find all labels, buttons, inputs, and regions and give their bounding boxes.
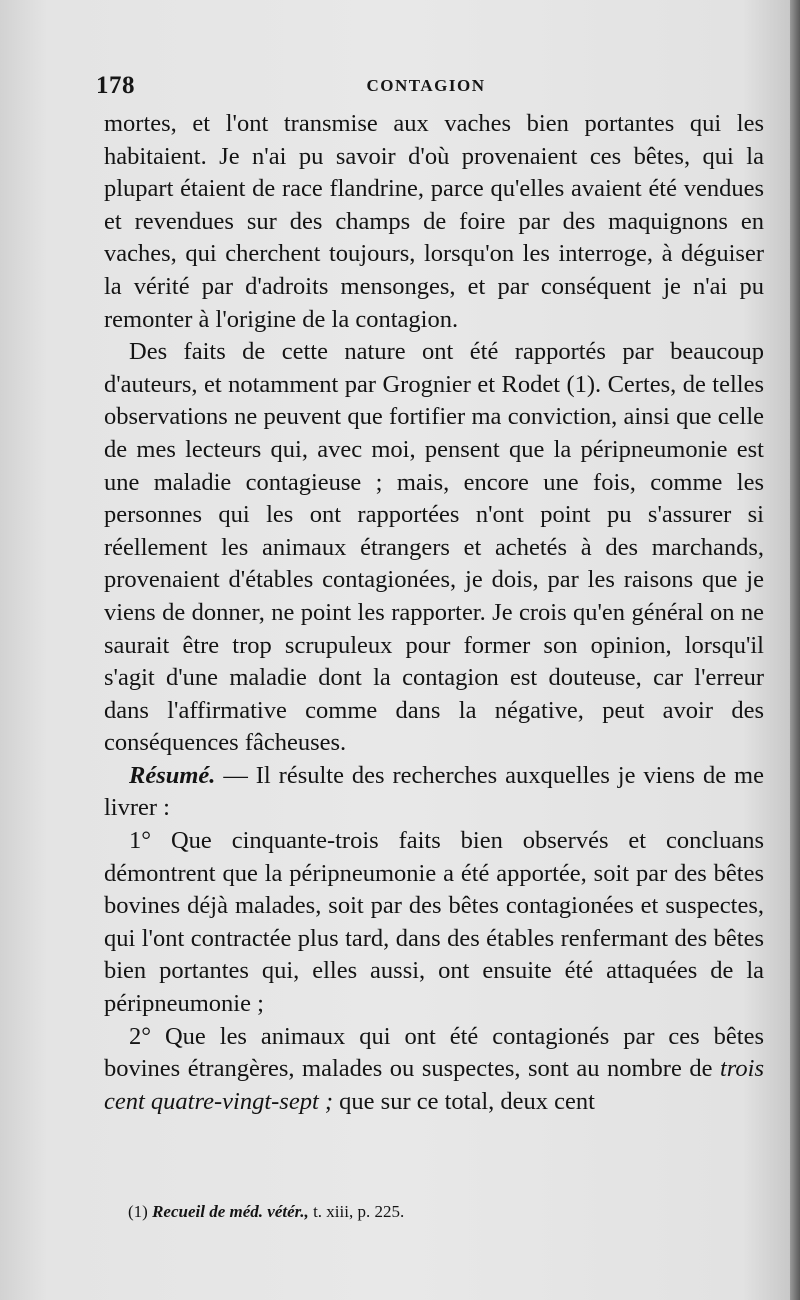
paragraph-contagion-facts: Des faits de cette nature ont été rapportés par beaucoup d'auteurs, et notamment par Grognier et Rodet (1). Certes, de telles observations ne peuvent que fortifier ma conviction, ainsi que celle de mes lecteurs qui, avec moi, pensent que la péripneumonie est une maladie contagieuse ; mais, encore une fois, comme les personnes qui les ont rapportées n'ont point pu s'assurer si réellement les animaux étrangers et achetés à des marchands, provenaient d'étables contagionées, je dois, par les raisons que je viens de donner, ne point les rapporter. Je crois qu'en général on ne saurait être trop scrupuleux pour former son opinion, lorsqu'il s'agit d'une maladie dont la contagion est douteuse, car l'erreur dans l'affirmative comme dans la négative, peut avoir des conséquences fâcheuses. xyxy=(104,338,764,757)
body-text xyxy=(104,108,764,1118)
running-title: CONTAGION xyxy=(366,76,486,95)
page-edge-shadow xyxy=(790,0,800,1300)
footnote xyxy=(128,1202,768,1222)
paragraph-continuation: mortes, et l'ont transmise aux vaches bien portantes qui les habitaient. Je n'ai pu savoir d'où provenaient ces bêtes, qui la plupart étaient de race flandrine, parce qu'elles avaient été vendues et revendues sur des champs de foire par des maquignons en vaches, qui cherchent toujours, lorsqu'on les interroge, à déguiser la vérité par d'adroits mensonges, et par conséquent je n'ai pu remonter à l'origine de la contagion. xyxy=(104,110,764,333)
point-2-italic-count: trois cent quatre-vingt-sept ; xyxy=(104,1055,764,1115)
paragraph-point-2 xyxy=(104,1021,764,1119)
point-2-end: que sur ce total, deux cent xyxy=(333,1087,595,1115)
footnote-marker: (1) xyxy=(128,1202,148,1221)
point-2-start: 2° Que les animaux qui ont été contagionés par ces bêtes bovines étrangères, malades ou suspectes, sont au nombre de xyxy=(104,1022,764,1083)
paragraph-point-1: 1° Que cinquante-trois faits bien observés et concluans démontrent que la péripneumonie a été apportée, soit par des bêtes bovines déjà malades, soit par des bêtes contagionées et suspectes, qui l'ont contractée plus tard, dans des étables renfermant des bêtes bien portantes qui, elles aussi, ont ensuite été attaquées de la péripneumonie ; xyxy=(104,827,764,1018)
footnote-source: Recueil de méd. vétér., xyxy=(152,1202,309,1221)
page-number: 178 xyxy=(96,72,135,99)
resume-text: — Il résulte des recherches auxquelles je viens de me livrer : xyxy=(104,761,764,822)
paragraph-resume xyxy=(104,760,764,825)
page-header xyxy=(96,70,756,100)
footnote-volume: t. xiii, p. 225. xyxy=(308,1202,405,1221)
resume-label: Résumé. xyxy=(129,761,216,789)
